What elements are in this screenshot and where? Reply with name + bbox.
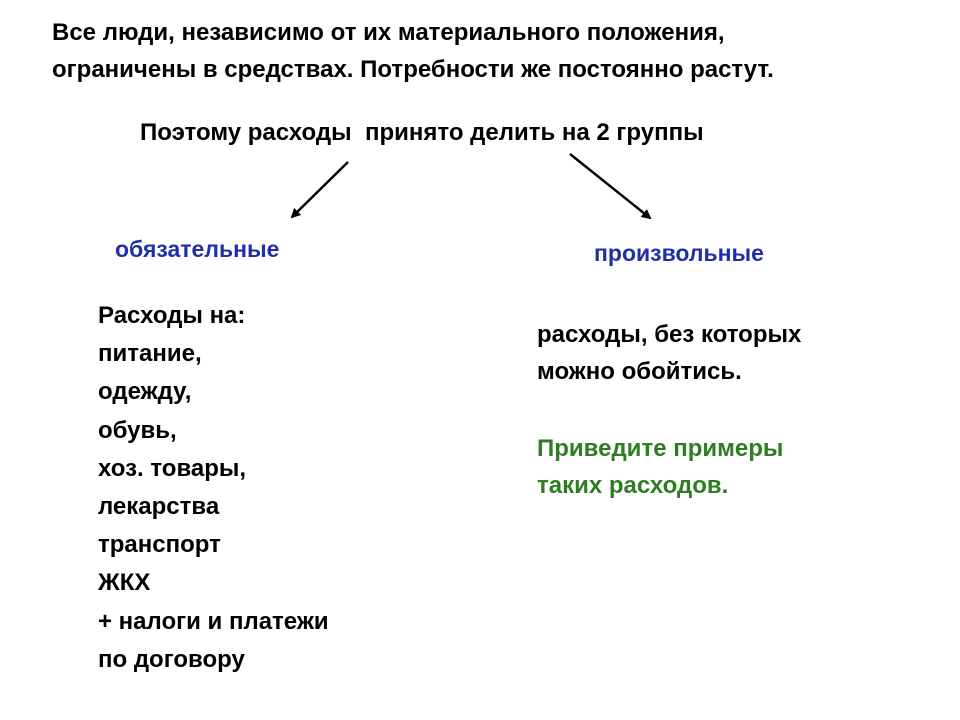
list-item: обувь, <box>98 416 177 444</box>
prompt-line-2: таких расходов. <box>537 472 729 499</box>
arrow-left <box>292 162 348 217</box>
mandatory-label: обязательные <box>115 236 280 262</box>
list-item: питание, <box>98 340 202 368</box>
list-item: транспорт <box>98 531 221 559</box>
arrow-right <box>570 154 650 218</box>
list-item: лекарства <box>98 493 220 521</box>
discretionary-label: произвольные <box>594 240 764 266</box>
list-item: одежду, <box>98 378 192 406</box>
description-line-2: можно обойтись. <box>537 358 742 385</box>
list-item: Расходы на: <box>98 302 246 329</box>
split-heading: Поэтому расходы принято делить на 2 группы <box>140 119 704 146</box>
intro-line-2: ограничены в средствах. Потребности же постоянно растут. <box>52 56 774 83</box>
intro-line-1: Все люди, независимо от их материального положения, <box>52 19 725 46</box>
prompt-line-1: Приведите примеры <box>537 435 784 462</box>
examples-prompt <box>537 430 783 504</box>
description-line-1: расходы, без которых <box>537 321 802 348</box>
list-item: ЖКХ <box>98 569 151 597</box>
list-item: + налоги и платежи <box>98 607 329 635</box>
list-item: по договору <box>98 645 245 673</box>
list-item: хоз. товары, <box>98 454 247 482</box>
mandatory-expenses-list <box>98 297 329 679</box>
discretionary-description <box>537 316 801 390</box>
